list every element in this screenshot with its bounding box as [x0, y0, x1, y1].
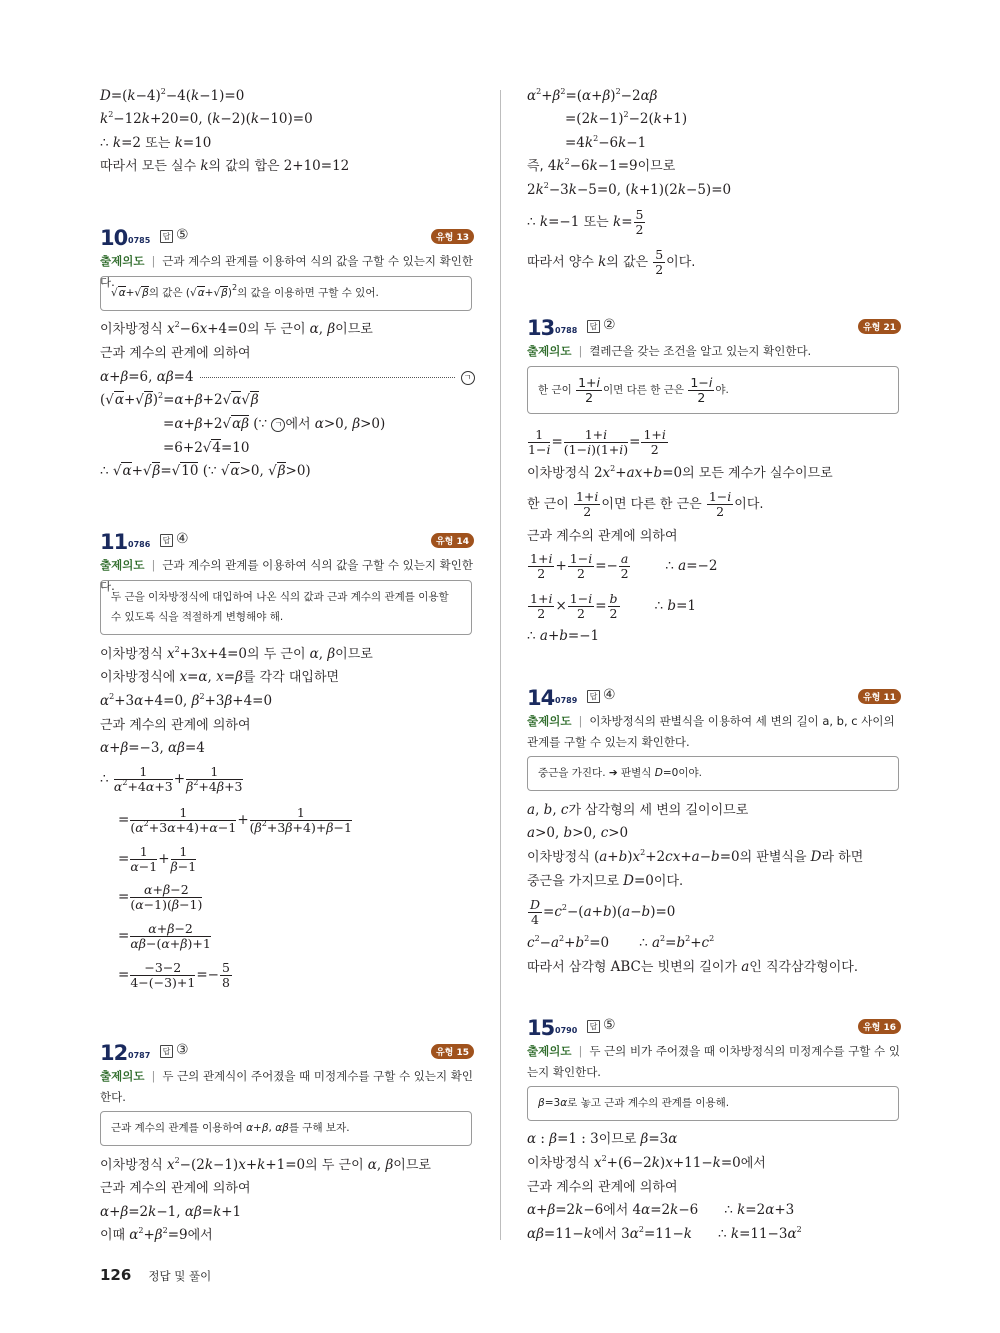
answer-icon: 답: [160, 534, 173, 547]
math-line: = $\frac{-3-2}{4-(-3)+1}$ =− $\frac{5}{8}$: [118, 960, 230, 990]
answer-icon: 답: [160, 1045, 173, 1058]
hint-box: 한 근이 $\frac{1+i}{2}$ 이면 다른 한 근은 $\frac{1-i}{2}$ 야.: [527, 366, 899, 414]
intent-line: 출제의도 | 이차방정식의 판별식을 이용하여 세 변의 길이 a, b, c 사이의 관계를 구할 수 있는지 확인한다.: [527, 714, 895, 749]
math-line: 이차방정식 $x^2-6x+4=0$의 두 근이 α, β이므로: [100, 320, 373, 337]
math-line: a, b, c가 삼각형의 세 변의 길이이므로: [527, 802, 749, 818]
math-line: 이때 $\alpha^2+\beta^2=9$에서: [100, 1226, 213, 1243]
hint-box: √α+√β의 값은 $(√\alpha+√\beta)^2$의 값을 이용하면 구할 수 있어.: [100, 276, 472, 311]
answer-value: ④: [603, 687, 616, 703]
intent-label: 출제의도: [527, 344, 572, 358]
answer-value: ②: [603, 317, 616, 333]
math-line: 근과 계수의 관계에 의하여: [527, 529, 678, 544]
math-line: $c^2-a^2+b^2=0$ ∴ $a^2=b^2+c^2$: [527, 934, 715, 951]
math-line: $D=(k-4)^2-4(k-1)=0$: [100, 87, 245, 104]
problem-header: [100, 1041, 474, 1067]
intent-text: 근과 계수의 관계를 이용하여 식의 값을 구할 수 있는지 확인한다.: [100, 254, 473, 289]
hint-box: 근과 계수의 관계를 이용하여 α+β, αβ를 구해 보자.: [100, 1111, 472, 1146]
math-line: ∴ k=2 또는 k=10: [100, 135, 212, 151]
intent-line: 출제의도 | 두 근의 비가 주어졌을 때 이차방정식의 미정계수를 구할 수 있는지 확인한다.: [527, 1044, 900, 1079]
intent-text: 켤레근을 갖는 조건을 알고 있는지 확인한다.: [589, 344, 812, 358]
problem-code: 0788: [555, 326, 578, 335]
math-line: $(√\alpha+√\beta)^2=\alpha+\beta+2√\alpha√\beta$: [100, 391, 259, 408]
answer-icon: 답: [587, 690, 600, 703]
intent-text: 두 근의 관계식이 주어졌을 때 미정계수를 구할 수 있는지 확인한다.: [100, 1069, 473, 1104]
math-line: $\alpha^2+3\alpha+4=0$, $\beta^2+3\beta+4=0$: [100, 692, 273, 709]
math-line: = $\frac{\alpha+\beta-2}{(\alpha-1)(\beta-1)}$: [118, 882, 203, 912]
math-line: $=(2k-1)^2-2(k+1)$: [565, 110, 688, 127]
math-line: 근과 계수의 관계에 의하여: [100, 1181, 251, 1196]
math-line: α+β=6, αβ=4 ㄱ: [100, 367, 475, 387]
answer-value: ③: [176, 1042, 189, 1058]
problem-number: 13: [527, 316, 555, 340]
math-line: a>0, b>0, c>0: [527, 825, 629, 841]
math-line: $\frac{1+i}{2}$ × $\frac{1-i}{2}$ = $\frac{b}{2}$ ∴ b=1: [530, 591, 696, 621]
math-line: 이차방정식 $x^2+3x+4=0$의 두 근이 α, β이므로: [100, 645, 373, 662]
type-badge: 유형 16: [858, 1019, 901, 1034]
problem-number: 11: [100, 530, 128, 554]
math-line: ∴ k=−1 또는 k= $\frac{5}{2}$: [527, 207, 644, 237]
answer-icon: 답: [587, 320, 600, 333]
type-badge: 유형 15: [431, 1044, 474, 1059]
intent-label: 출제의도: [527, 1044, 572, 1058]
intent-line: 출제의도 | 근과 계수의 관계를 이용하여 식의 값을 구할 수 있는지 확인한다.: [100, 254, 473, 289]
math-line: 근과 계수의 관계에 의하여: [100, 718, 251, 733]
column-divider: [500, 90, 501, 1240]
math-line: α+β=−3, αβ=4: [100, 740, 205, 756]
problem-header: [527, 316, 901, 342]
type-badge: 유형 13: [431, 229, 474, 244]
answer-value: ④: [176, 531, 189, 547]
problem-code: 0787: [128, 1051, 151, 1060]
math-line: $\frac{1+i}{2}$ + $\frac{1-i}{2}$ =− $\frac{a}{2}$ ∴ a=−2: [530, 551, 718, 581]
math-line: 이차방정식 $x^2+(6-2k)x+11-k=0$에서: [527, 1154, 766, 1171]
math-line: ∴ √α+√β=√10 (∵ √α>0, √β>0): [100, 463, 311, 479]
problem-header: [100, 530, 474, 556]
intent-label: 출제의도: [100, 558, 145, 572]
problem-number: 14: [527, 686, 555, 710]
hint-box: 두 근을 이차방정식에 대입하여 나온 식의 값과 근과 계수의 관계를 이용할 수 있도록 식을 적절하게 변형해야 해.: [100, 580, 472, 635]
math-line: 근과 계수의 관계에 의하여: [527, 1180, 678, 1195]
problem-code: 0789: [555, 696, 578, 705]
math-line: ∴ $\frac{1}{\alpha^2+4\alpha+3}$ + $\frac{1}{\beta^2+4\beta+3}$: [100, 764, 243, 794]
problem-header: [100, 226, 474, 252]
math-line: $\alpha^2+\beta^2=(\alpha+\beta)^2-2\alpha\beta$: [527, 87, 658, 104]
math-line: =α+β+2√αβ (∵ ㄱ 에서 α>0, β>0): [163, 416, 386, 432]
math-line: 따라서 양수 k의 값은 $\frac{5}{2}$ 이다.: [527, 247, 696, 277]
math-line: $\frac{1}{1-i}$ = $\frac{1+i}{(1-i)(1+i)}$ = $\frac{1+i}{2}$: [528, 427, 666, 457]
problem-number: 12: [100, 1041, 128, 1065]
math-line: 이차방정식에 x=α, x=β를 각각 대입하면: [100, 669, 340, 685]
type-badge: 유형 11: [858, 689, 901, 704]
problem-number: 15: [527, 1016, 555, 1040]
math-line: 따라서 삼각형 ABC는 빗변의 길이가 a인 직각삼각형이다.: [527, 959, 858, 975]
math-line: = $\frac{\alpha+\beta-2}{\alpha\beta-(\alpha+\beta)+1}$: [118, 921, 211, 951]
intent-label: 출제의도: [527, 714, 572, 728]
math-line: $=4k^2-6k-1$: [565, 134, 647, 151]
answer-icon: 답: [160, 230, 173, 243]
math-line: 한 근이 $\frac{1+i}{2}$ 이면 다른 한 근은 $\frac{1-i}{2}$ 이다.: [527, 489, 764, 519]
problem-code: 0785: [128, 236, 151, 245]
intent-text: 이차방정식의 판별식을 이용하여 세 변의 길이 a, b, c 사이의 관계를 구할 수 있는지 확인한다.: [527, 714, 895, 749]
math-line: α+β=2k−1, αβ=k+1: [100, 1204, 242, 1220]
problem-header: [527, 1016, 901, 1042]
hint-box: β=3α로 놓고 근과 계수의 관계를 이용해.: [527, 1086, 899, 1121]
math-line: α : β=1 : 3이므로 β=3α: [527, 1131, 678, 1147]
page-title: 정답 및 풀이: [148, 1269, 212, 1283]
hint-box: 중근을 가진다. ➔ 판별식 D=0이야.: [527, 756, 899, 791]
answer-value: ⑤: [603, 1017, 616, 1033]
math-line: 이차방정식 $(a+b)x^2+2cx+a-b=0$의 판별식을 D라 하면: [527, 848, 864, 865]
page-number: 126: [100, 1266, 132, 1284]
intent-line: 출제의도 | 두 근의 관계식이 주어졌을 때 미정계수를 구할 수 있는지 확인한다.: [100, 1069, 473, 1104]
problem-number: 10: [100, 226, 128, 250]
math-line: 이차방정식 $2x^2+ax+b=0$의 모든 계수가 실수이므로: [527, 464, 833, 481]
type-badge: 유형 21: [858, 319, 901, 334]
math-line: ∴ a+b=−1: [527, 628, 600, 644]
intent-line: 출제의도 | 켤레근을 갖는 조건을 알고 있는지 확인한다.: [527, 344, 812, 358]
math-line: 즉, $4k^2-6k-1=9$이므로: [527, 157, 676, 174]
math-line: 근과 계수의 관계에 의하여: [100, 346, 251, 361]
intent-label: 출제의도: [100, 254, 145, 268]
math-line: 따라서 모든 실수 k의 값의 합은 2+10=12: [100, 158, 350, 174]
intent-text: 근과 계수의 관계를 이용하여 식의 값을 구할 수 있는지 확인한다.: [100, 558, 473, 593]
problem-header: [527, 686, 901, 712]
math-line: $k^2-12k+20=0$, (k−2)(k−10)=0: [100, 110, 313, 127]
problem-code: 0790: [555, 1026, 578, 1035]
math-line: 이차방정식 $x^2-(2k-1)x+k+1=0$의 두 근이 α, β이므로: [100, 1156, 431, 1173]
math-line: $\frac{D}{4}$ $=c^2-(a+b)(a-b)=0$: [530, 897, 676, 927]
math-line: = $\frac{1}{(\alpha^2+3\alpha+4)+\alpha-1}$ + $\frac{1}{(\beta^2+3\beta+4)+\beta-1}$: [118, 805, 352, 835]
answer-value: ⑤: [176, 227, 189, 243]
math-line: α+β=2k−6에서 4α=2k−6 ∴ k=2α+3: [527, 1202, 795, 1218]
math-line: αβ=11−k에서 $3\alpha^2=11-k$ ∴ $k=11-3\alpha^2$: [527, 1225, 802, 1242]
problem-code: 0786: [128, 540, 151, 549]
type-badge: 유형 14: [431, 533, 474, 548]
intent-label: 출제의도: [100, 1069, 145, 1083]
answer-icon: 답: [587, 1020, 600, 1033]
intent-text: 두 근의 비가 주어졌을 때 이차방정식의 미정계수를 구할 수 있는지 확인한다.: [527, 1044, 900, 1079]
intent-line: 출제의도 | 근과 계수의 관계를 이용하여 식의 값을 구할 수 있는지 확인한다.: [100, 558, 473, 593]
page-footer: [100, 1265, 211, 1284]
math-line: =6+2√4=10: [163, 440, 250, 456]
math-line: $2k^2-3k-5=0$, (k+1)(2k−5)=0: [527, 181, 732, 198]
math-line: 중근을 가지므로 D=0이다.: [527, 873, 684, 889]
math-line: = $\frac{1}{\alpha-1}$ + $\frac{1}{\beta-1}$: [118, 844, 197, 874]
